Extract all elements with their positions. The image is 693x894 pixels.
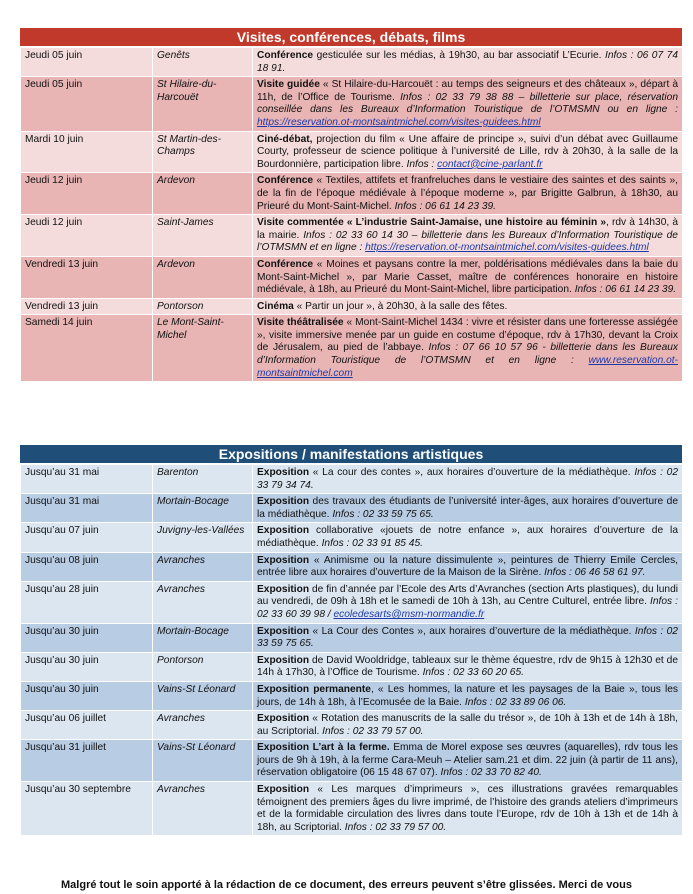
event-type: Exposition — [257, 583, 310, 595]
event-type: Exposition — [257, 625, 310, 637]
event-description — [253, 581, 683, 623]
event-link[interactable]: https://reservation.ot-montsaintmichel.com/visites-guidees.html — [365, 242, 649, 254]
event-description — [253, 494, 683, 523]
event-link[interactable]: www.reservation.ot-montsaintmichel.com — [257, 355, 678, 379]
event-description — [253, 131, 683, 173]
event-text: « La Cour des Contes », aux horaires d’ouverture de la médiathèque. — [309, 625, 635, 637]
event-description — [253, 173, 683, 215]
event-text: « Rotation des manuscrits de la salle du trésor », de 10h à 13h et de 14h à 18h, au Scriptorial. — [257, 713, 678, 737]
event-text: de fin d’année par l’Ecole des Arts d’Avranches (section Arts plastiques), du lundi au vendredi, de 09h à 18h et le samedi de 10h à 13h, au Centre Culturel, entrée libre. — [257, 583, 678, 608]
event-description — [253, 77, 683, 131]
event-date: Vendredi 13 juin — [21, 256, 153, 298]
event-type: Conférence — [257, 50, 314, 61]
event-description — [253, 623, 683, 652]
table-row — [21, 552, 683, 581]
event-place: Ardevon — [153, 173, 253, 215]
event-infos: Infos : 02 33 79 57 00. — [322, 725, 424, 737]
event-type: Ciné-débat, — [257, 133, 313, 145]
event-description — [253, 681, 683, 710]
event-description — [253, 256, 683, 298]
table-row — [21, 77, 683, 131]
event-description — [253, 465, 683, 494]
event-date: Jusqu’au 08 juin — [21, 552, 153, 581]
event-infos: Infos : 06 46 58 61 97. — [544, 567, 646, 579]
event-text: « Partir un jour », à 20h30, à la salle des fêtes. — [293, 300, 508, 312]
event-infos: Infos : 02 33 91 85 45. — [321, 537, 423, 549]
event-infos: Infos : — [406, 158, 438, 170]
event-date: Jusqu’au 30 septembre — [21, 782, 153, 836]
event-description — [253, 215, 683, 257]
event-link[interactable]: ecoledesarts@msm-normandie.fr — [333, 608, 485, 620]
event-text: , rdv à 14h30, à la mairie. — [257, 217, 678, 241]
event-place: Pontorson — [153, 298, 253, 315]
event-text: de David Wooldridge, tableaux sur le thème équestre, rdv de 9h15 à 12h30 et de 14h à 17h30, à l’Office de Tourisme. — [257, 654, 678, 679]
table-row — [21, 681, 683, 710]
event-description — [253, 782, 683, 836]
event-type: Visite guidée — [257, 79, 320, 91]
table-row — [21, 652, 683, 681]
event-text: « St Hilaire-du-Harcouët : au temps des seigneurs et des châteaux », départ à 11h, de l’Office de Tourisme. — [257, 79, 678, 103]
table-row — [21, 131, 683, 173]
event-description — [253, 740, 683, 782]
table-row — [21, 581, 683, 623]
event-place: Saint-James — [153, 215, 253, 257]
event-date: Jusqu’au 28 juin — [21, 581, 153, 623]
event-place: Pontorson — [153, 652, 253, 681]
event-infos: Infos : 02 33 79 57 00. — [344, 821, 447, 833]
disclaimer-footer: Malgré tout le soin apporté à la rédaction de ce document, des erreurs peuvent s’être glissées. Merci de vous — [61, 879, 632, 891]
event-infos: Infos : 02 33 79 38 88 – billetterie sur place, réservation conseillée dans les Bureaux d’Information Touristique de l’OTMSMN ou en ligne : — [257, 91, 678, 116]
event-place: Le Mont-Saint-Michel — [153, 315, 253, 382]
event-date: Jusqu’au 31 mai — [21, 465, 153, 494]
event-place: Mortain-Bocage — [153, 494, 253, 523]
event-type: Visite théâtralisée — [257, 317, 344, 329]
event-date: Jusqu’au 07 juin — [21, 523, 153, 552]
table-row — [21, 256, 683, 298]
section-title-expositions: Expositions / manifestations artistiques — [20, 445, 682, 463]
event-date: Jusqu’au 30 juin — [21, 681, 153, 710]
event-place: St Hilaire-du-Harcouët — [153, 77, 253, 131]
event-description — [253, 315, 683, 382]
event-infos: Infos : 02 33 60 39 98 / — [257, 596, 678, 620]
event-infos: Infos : 06 61 14 23 39. — [574, 284, 677, 296]
table-row — [21, 48, 683, 77]
event-description — [253, 552, 683, 581]
event-description — [253, 652, 683, 681]
event-type: Exposition — [257, 496, 310, 508]
event-infos: Infos : 06 61 14 23 39. — [394, 200, 496, 212]
event-date: Jusqu’au 30 juin — [21, 652, 153, 681]
table-row — [21, 711, 683, 740]
event-type: Exposition — [257, 784, 310, 796]
event-infos: Infos : 02 33 60 20 65. — [422, 667, 524, 679]
event-type: Exposition — [257, 467, 310, 478]
event-date: Vendredi 13 juin — [21, 298, 153, 315]
event-description — [253, 298, 683, 315]
event-place: Vains-St Léonard — [153, 681, 253, 710]
event-text: , « Les hommes, la nature et les paysages de la Baie », tous les jours, de 14h à 18h, à l’Ecomusée de la Baie. — [257, 683, 678, 708]
event-place: Mortain-Bocage — [153, 623, 253, 652]
event-date: Samedi 14 juin — [21, 315, 153, 382]
event-text: Emma de Morel expose ses œuvres (aquarelles), rdv tous les jours de 9h à 19h, à la ferme Cara-Meuh – Atelier sam.21 et dim. 22 juin (à partir de 11 ans), réservation obligatoire (06 15 48 67 07). — [257, 742, 678, 779]
section-title-visites: Visites, conférences, débats, films — [20, 28, 682, 46]
event-place: Vains-St Léonard — [153, 740, 253, 782]
event-type: Visite commentée « L’industrie Saint-Jamaise, une histoire au féminin » — [257, 217, 606, 229]
event-text: « Moines et paysans contre la mer, poldérisations médiévales dans la baie du Mont-Saint-Michel », par Marie Casset, maître de conférences honoraire en histoire médiévale, à 18h, au Prieuré du Mont-Saint-Michel, libre participation. — [257, 258, 678, 296]
event-place: Ardevon — [153, 256, 253, 298]
event-description — [253, 711, 683, 740]
event-place: Genêts — [153, 48, 253, 77]
table-row — [21, 782, 683, 836]
event-text: « Les marques d’imprimeurs », ces illustrations gravées remarquables témoignent des premiers âges du livre imprimé, de l’histoire des grands ateliers d’imprimeurs et de la formidable circulation des livres dans toute l’Europe, rdv de 10h à 13h et de 14h à 18h, au Scriptorial. — [257, 784, 678, 833]
event-link[interactable]: https://reservation.ot-montsaintmichel.com/visites-guidees.html — [257, 116, 541, 128]
event-type: Cinéma — [257, 300, 294, 312]
event-text: gesticulée sur les médias, à 19h30, au bar associatif L’Ecurie. — [313, 50, 605, 61]
event-infos: Infos : 02 33 60 14 30 – billetterie dans les Bureaux d’Information Touristique de l’OTMSMN et en ligne : — [257, 229, 678, 254]
table-row — [21, 465, 683, 494]
event-place: Avranches — [153, 552, 253, 581]
event-type: Conférence — [257, 175, 314, 187]
table-row — [21, 523, 683, 552]
event-infos: Infos : 06 07 74 18 91. — [257, 50, 679, 74]
table-row — [21, 740, 683, 782]
event-place: Avranches — [153, 782, 253, 836]
event-infos: Infos : 02 33 79 34 74. — [257, 467, 678, 491]
event-date: Jusqu’au 30 juin — [21, 623, 153, 652]
event-link[interactable]: contact@cine-parlant.fr — [437, 158, 543, 170]
event-infos: Infos : 02 33 89 06 06. — [464, 696, 567, 708]
table-row — [21, 315, 683, 382]
event-place: Avranches — [153, 711, 253, 740]
event-date: Jeudi 12 juin — [21, 173, 153, 215]
event-text: « Mont-Saint-Michel 1434 : vivre et résister dans une forteresse assiégée », visite immersive menée par un guide en costume d’époque, rdv à 17h30, devant la Croix de Jérusalem, au pied de l’abbaye. — [257, 317, 678, 354]
event-text: des travaux des étudiants de l’université inter-âges, aux horaires d’ouverture de la médiathèque. — [257, 496, 678, 520]
event-type: Conférence — [257, 258, 314, 270]
event-text: « Animisme ou la nature dissimulente », peintures de Thierry Emile Cercles, entrée libre aux horaires d’ouverture de la Maison de la Sirène. — [257, 554, 678, 579]
event-infos: Infos : 02 33 70 82 40. — [440, 767, 542, 779]
table-row — [21, 298, 683, 315]
event-date: Mardi 10 juin — [21, 131, 153, 173]
exhibitions-table — [20, 464, 683, 836]
event-date: Jeudi 05 juin — [21, 48, 153, 77]
event-date: Jusqu’au 31 mai — [21, 494, 153, 523]
event-type: Exposition L’art à la ferme. — [257, 742, 390, 754]
event-text: collaborative «jouets de notre enfance », aux horaires d’ouverture de la médiathèque. — [257, 525, 678, 549]
event-type: Exposition — [257, 713, 310, 725]
event-infos: Infos : 02 33 59 75 65. — [257, 625, 678, 650]
event-place: Barenton — [153, 465, 253, 494]
events-table — [20, 47, 683, 382]
event-text: « Textiles, attifets et franfreluches dans le vestiaire des saintes et des saints », de la fin de l’époque médiévale à l’époque moderne », par Brigitte Galbrun, à 18h30, au Prieuré du Mont-Saint-Michel. — [257, 175, 678, 212]
event-date: Jeudi 05 juin — [21, 77, 153, 131]
event-text: « La cour des contes », aux horaires d’ouverture de la médiathèque. — [309, 467, 635, 478]
event-type: Exposition — [257, 654, 310, 666]
event-place: Avranches — [153, 581, 253, 623]
table-row — [21, 215, 683, 257]
event-infos: Infos : 02 33 59 75 65. — [332, 508, 434, 520]
event-description — [253, 48, 683, 77]
event-date: Jusqu’au 06 juillet — [21, 711, 153, 740]
event-text: projection du film « Une affaire de principe », suivi d’un débat avec Guillaume Courty, professeur de science politique à l’université de Lille, rdv à 20h30, à la salle de la Bourdonnière, participation libre. — [257, 133, 678, 170]
event-date: Jeudi 12 juin — [21, 215, 153, 257]
event-type: Exposition permanente — [257, 683, 371, 695]
event-place: St Martin-des-Champs — [153, 131, 253, 173]
table-row — [21, 494, 683, 523]
event-infos: Infos : 07 66 10 57 96 - billetterie dans les Bureaux d’Information Touristique de l’OTMSMN et en ligne : — [257, 342, 678, 367]
table-row — [21, 173, 683, 215]
event-type: Exposition — [257, 525, 310, 537]
event-description — [253, 523, 683, 552]
event-date: Jusqu’au 31 juillet — [21, 740, 153, 782]
event-place: Juvigny-les-Vallées — [153, 523, 253, 552]
table-row — [21, 623, 683, 652]
event-type: Exposition — [257, 554, 310, 566]
